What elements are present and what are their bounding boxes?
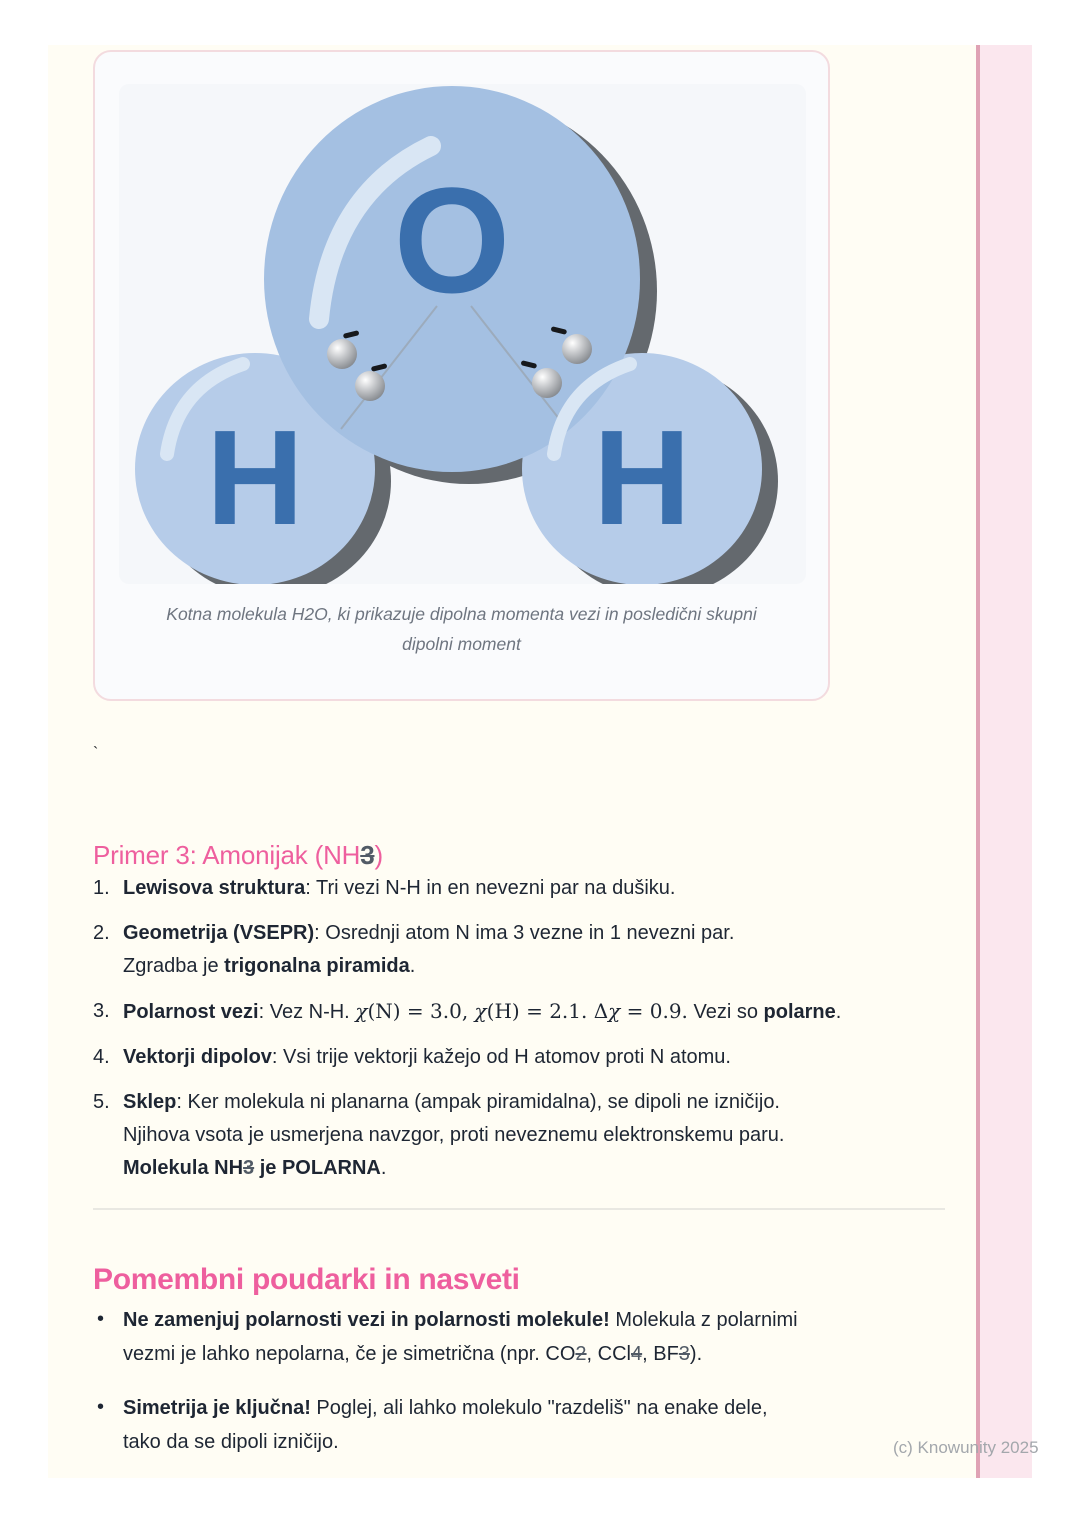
item-text: Polarnost vezi: Vez N-H. χ(N) = 3.0, χ(H) = 2.1. Δχ = 0.9. Vezi so polarne. (123, 999, 842, 1023)
item-text: Vektorji dipolov: Vsi trije vektorji kažejo od H atomov proti N atomu. (123, 1046, 731, 1068)
item-text: Lewisova struktura: Tri vezi N-H in en nevezni par na dušiku. (123, 877, 676, 899)
item-text: Ne zamenjuj polarnosti vezi in polarnosti molekule! Molekula z polarnimi vezmi je lahko nepolarna, če je simetrična (npr. CO2, CCl4, BF3). (123, 1309, 798, 1365)
list-item (93, 872, 963, 905)
item-text: Simetrija je ključna! Poglej, ali lahko molekulo "razdeliš" na enake dele, tako da se dipoli izničijo. (123, 1397, 768, 1453)
bullet-list (93, 1303, 973, 1479)
hydrogen-label-left: H (206, 402, 304, 553)
figure-card (93, 50, 830, 701)
item-marker: 2. (93, 922, 110, 944)
list-item (93, 917, 963, 983)
watermark: (c) Knowunity 2025 (893, 1438, 1039, 1457)
numbered-list (93, 872, 963, 1197)
bullet-marker: • (97, 1396, 105, 1418)
h2o-molecule-graphic (119, 84, 806, 584)
figure-caption: Kotna molekula H2O, ki prikazuje dipolna momenta vezi in posledični skupni dipolni moment (166, 604, 757, 654)
example3-heading: Primer 3: Amonijak (NH3) (93, 839, 383, 870)
list-item (93, 1086, 963, 1185)
item-marker: 5. (93, 1091, 110, 1113)
item-marker: 4. (93, 1046, 110, 1068)
bullet-marker: • (97, 1308, 105, 1330)
list-item (93, 1303, 973, 1371)
oxygen-label: O (393, 156, 511, 324)
section-divider (93, 1208, 945, 1210)
list-item (93, 995, 963, 1029)
item-text: Geometrija (VSEPR): Osrednji atom N ima 3 vezne in 1 nevezni par. Zgradba je trigonalna piramida. (123, 922, 735, 977)
list-item (93, 1391, 973, 1459)
hydrogen-label-right: H (593, 402, 691, 553)
item-marker: 1. (93, 877, 110, 899)
list-item (93, 1041, 963, 1074)
electron-sphere (532, 368, 562, 398)
electron-sphere (355, 371, 385, 401)
molecule-image (119, 84, 806, 584)
item-marker: 3. (93, 1000, 110, 1022)
electron-sphere (327, 339, 357, 369)
item-text: Sklep: Ker molekula ni planarna (ampak piramidalna), se dipoli ne izničijo. Njihova vsota je usmerjena navzgor, proti neveznemu elektronskemu paru. Molekula NH3 je POLARNA. (123, 1091, 785, 1179)
electron-sphere (562, 334, 592, 364)
tips-heading: Pomembni poudarki in nasveti (93, 1262, 520, 1296)
stray-backtick-text: ` (93, 745, 99, 762)
